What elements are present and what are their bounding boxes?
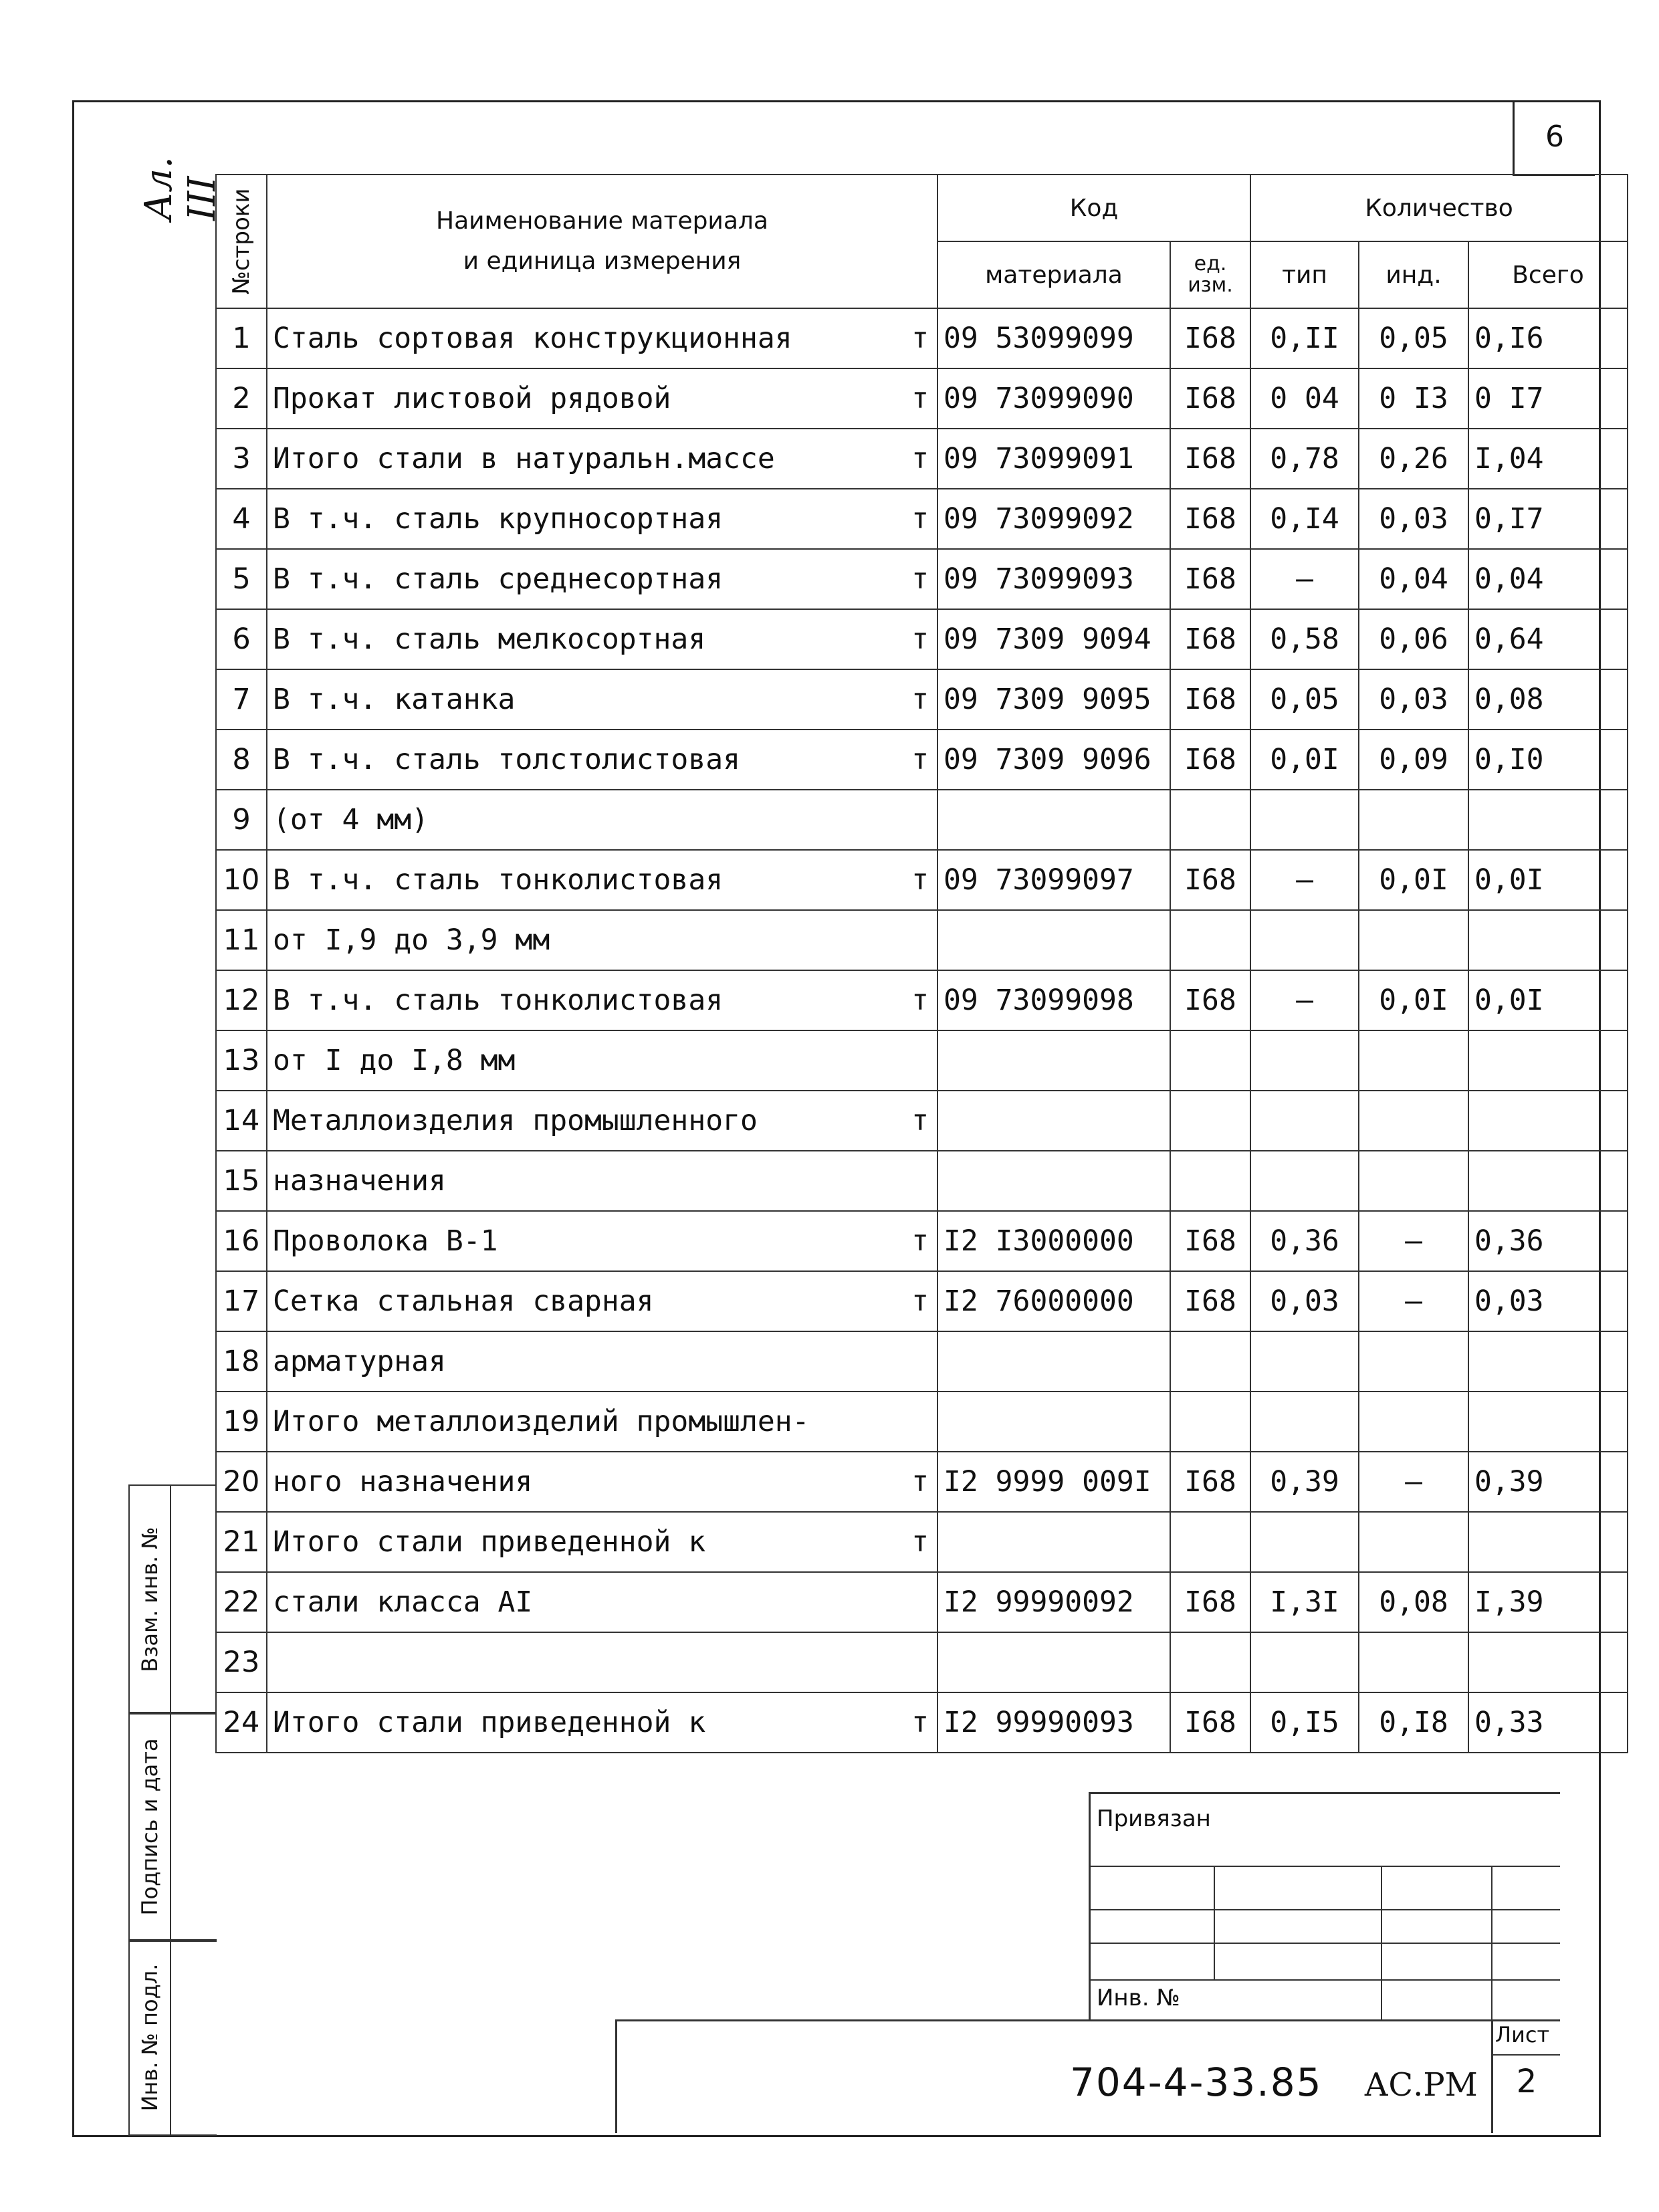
- row-qty-type: –: [1250, 970, 1359, 1030]
- row-qty-ind: 0,08: [1359, 1572, 1468, 1632]
- row-name-text: стали класса АI: [273, 1585, 533, 1619]
- row-unit-code: I68: [1170, 1692, 1250, 1753]
- row-unit: т: [911, 863, 929, 897]
- row-qty-total: 0,I7: [1468, 489, 1628, 549]
- row-qty-type: [1250, 790, 1359, 850]
- table-row: [216, 669, 1628, 730]
- row-material-code: 09 7309 9094: [937, 609, 1170, 669]
- row-number: 18: [216, 1331, 267, 1392]
- privyazan-label: Привязан: [1097, 1805, 1211, 1832]
- row-name: [267, 970, 937, 1030]
- row-qty-type: 0 04: [1250, 368, 1359, 429]
- row-material-code: [937, 1512, 1170, 1572]
- row-qty-ind: –: [1359, 1211, 1468, 1271]
- table-row: [216, 549, 1628, 609]
- row-number: 13: [216, 1030, 267, 1091]
- row-name: [267, 1392, 937, 1452]
- row-unit-code: I68: [1170, 1271, 1250, 1331]
- table-row: [216, 1091, 1628, 1151]
- row-unit-code: I68: [1170, 1572, 1250, 1632]
- row-qty-type: 0,I4: [1250, 489, 1359, 549]
- row-qty-ind: [1359, 1512, 1468, 1572]
- row-unit-code: [1170, 1392, 1250, 1452]
- sheet-number: 2: [1516, 2063, 1537, 2100]
- row-material-code: 09 73099093: [937, 549, 1170, 609]
- row-name: [267, 429, 937, 489]
- row-unit-code: I68: [1170, 368, 1250, 429]
- table-row: [216, 368, 1628, 429]
- row-unit-code: [1170, 1151, 1250, 1211]
- document-mark: АС.РМ: [1364, 2066, 1478, 2104]
- row-material-code: 09 53099099: [937, 308, 1170, 368]
- row-name-text: Прокат листовой рядовой: [273, 382, 671, 415]
- row-qty-total: 0,0I: [1468, 850, 1628, 910]
- row-name-text: В т.ч. сталь среднесортная: [273, 562, 724, 596]
- row-name: [267, 489, 937, 549]
- row-number: 9: [216, 790, 267, 850]
- row-qty-type: 0,58: [1250, 609, 1359, 669]
- row-qty-type: 0,II: [1250, 308, 1359, 368]
- row-name: [267, 1452, 937, 1512]
- row-number: 19: [216, 1392, 267, 1452]
- row-qty-ind: 0,09: [1359, 730, 1468, 790]
- row-material-code: 09 7309 9096: [937, 730, 1170, 790]
- row-name: [267, 1271, 937, 1331]
- row-name: [267, 1331, 937, 1392]
- table-row: [216, 1211, 1628, 1271]
- row-unit-code: I68: [1170, 669, 1250, 730]
- row-name-text: Сталь сортовая конструкционная: [273, 322, 792, 355]
- row-qty-type: [1250, 1151, 1359, 1211]
- row-unit: т: [911, 1706, 929, 1739]
- row-unit: т: [911, 623, 929, 656]
- table-row: [216, 1632, 1628, 1692]
- row-number: 1: [216, 308, 267, 368]
- row-qty-total: [1468, 790, 1628, 850]
- row-material-code: I2 76000000: [937, 1271, 1170, 1331]
- row-number: 5: [216, 549, 267, 609]
- row-number: 10: [216, 850, 267, 910]
- row-qty-total: [1468, 1392, 1628, 1452]
- row-number: 11: [216, 910, 267, 970]
- row-unit-code: I68: [1170, 1211, 1250, 1271]
- table-row: [216, 1452, 1628, 1512]
- row-name-text: В т.ч. сталь тонколистовая: [273, 984, 724, 1017]
- table-row: [216, 970, 1628, 1030]
- row-qty-ind: [1359, 1392, 1468, 1452]
- row-qty-total: 0,I0: [1468, 730, 1628, 790]
- row-qty-type: [1250, 1331, 1359, 1392]
- row-name-text: Итого металлоизделий промышлен-: [273, 1405, 810, 1438]
- row-unit-code: I68: [1170, 549, 1250, 609]
- row-name-text: В т.ч. сталь тонколистовая: [273, 863, 724, 897]
- row-material-code: I2 99990093: [937, 1692, 1170, 1753]
- row-unit: т: [911, 442, 929, 475]
- row-unit: т: [911, 382, 929, 415]
- row-number: 2: [216, 368, 267, 429]
- row-name: [267, 1692, 937, 1753]
- row-qty-total: 0,64: [1468, 609, 1628, 669]
- row-qty-ind: [1359, 1632, 1468, 1692]
- row-material-code: 09 73099097: [937, 850, 1170, 910]
- row-unit: т: [911, 683, 929, 716]
- row-unit-code: [1170, 1512, 1250, 1572]
- row-qty-ind: 0,26: [1359, 429, 1468, 489]
- row-number: 14: [216, 1091, 267, 1151]
- row-qty-type: –: [1250, 850, 1359, 910]
- row-qty-total: I,04: [1468, 429, 1628, 489]
- row-number: 23: [216, 1632, 267, 1692]
- row-number: 6: [216, 609, 267, 669]
- row-name-text: Сетка стальная сварная: [273, 1285, 654, 1318]
- row-name-text: Проволока В-1: [273, 1224, 498, 1258]
- row-unit: т: [911, 984, 929, 1017]
- row-unit-code: [1170, 910, 1250, 970]
- row-qty-ind: 0 I3: [1359, 368, 1468, 429]
- row-qty-ind: [1359, 1030, 1468, 1091]
- row-qty-ind: [1359, 1151, 1468, 1211]
- row-number: 12: [216, 970, 267, 1030]
- row-name-text: Металлоизделия промышленного: [273, 1104, 758, 1137]
- row-name-text: В т.ч. катанка: [273, 683, 516, 716]
- row-material-code: 09 73099092: [937, 489, 1170, 549]
- row-unit: т: [911, 1104, 929, 1137]
- row-qty-total: [1468, 1331, 1628, 1392]
- row-unit: т: [911, 502, 929, 536]
- row-qty-type: –: [1250, 549, 1359, 609]
- row-number: 8: [216, 730, 267, 790]
- row-material-code: [937, 1030, 1170, 1091]
- row-qty-type: [1250, 1091, 1359, 1151]
- header-code-unit: ед. изм.: [1170, 241, 1250, 308]
- row-qty-total: [1468, 910, 1628, 970]
- row-name: [267, 1632, 937, 1692]
- inv-no-label: Инв. №: [1097, 1985, 1180, 2011]
- row-number: 17: [216, 1271, 267, 1331]
- row-qty-total: 0,04: [1468, 549, 1628, 609]
- row-material-code: [937, 1331, 1170, 1392]
- row-unit-code: I68: [1170, 609, 1250, 669]
- table-row: [216, 1151, 1628, 1211]
- row-name-text: Итого стали приведенной к: [273, 1706, 706, 1739]
- table-row: [216, 1572, 1628, 1632]
- table-row: [216, 308, 1628, 368]
- row-material-code: I2 99990092: [937, 1572, 1170, 1632]
- row-qty-ind: 0,0I: [1359, 850, 1468, 910]
- row-qty-total: 0,0I: [1468, 970, 1628, 1030]
- row-qty-total: 0 I7: [1468, 368, 1628, 429]
- row-number: 15: [216, 1151, 267, 1211]
- row-material-code: [937, 1151, 1170, 1211]
- row-material-code: [937, 1632, 1170, 1692]
- row-name: [267, 308, 937, 368]
- row-qty-type: I,3I: [1250, 1572, 1359, 1632]
- row-name: [267, 910, 937, 970]
- row-name-text: В т.ч. сталь мелкосортная: [273, 623, 706, 656]
- row-qty-ind: [1359, 1331, 1468, 1392]
- row-qty-ind: 0,03: [1359, 669, 1468, 730]
- side-stamp-podpis: Подпись и дата: [128, 1712, 217, 1942]
- document-code: 704-4-33.85: [1070, 2060, 1323, 2105]
- table-row: [216, 1030, 1628, 1091]
- row-qty-total: [1468, 1632, 1628, 1692]
- header-name: Наименование материала и единица измерения: [267, 175, 937, 308]
- row-name: [267, 368, 937, 429]
- row-unit: т: [911, 1525, 929, 1559]
- row-name: [267, 1091, 937, 1151]
- row-material-code: 09 73099090: [937, 368, 1170, 429]
- row-name-text: назначения: [273, 1164, 446, 1198]
- row-name: [267, 1512, 937, 1572]
- top-sheet-number: 6: [1513, 100, 1595, 176]
- row-qty-total: 0,36: [1468, 1211, 1628, 1271]
- material-table: [215, 174, 1628, 1753]
- header-quantity: Количество: [1250, 175, 1628, 241]
- row-qty-ind: –: [1359, 1452, 1468, 1512]
- row-name-text: В т.ч. сталь толстолистовая: [273, 743, 740, 776]
- row-qty-ind: [1359, 910, 1468, 970]
- row-qty-total: [1468, 1030, 1628, 1091]
- row-name-text: В т.ч. сталь крупносортная: [273, 502, 724, 536]
- row-name-text: от I,9 до 3,9 мм: [273, 923, 550, 957]
- header-row-number: №строки: [216, 175, 267, 308]
- row-unit-code: I68: [1170, 429, 1250, 489]
- header-code-material: материала: [937, 241, 1170, 308]
- row-unit-code: I68: [1170, 489, 1250, 549]
- table-row: [216, 489, 1628, 549]
- row-unit: т: [911, 1285, 929, 1318]
- row-unit-code: I68: [1170, 1452, 1250, 1512]
- row-qty-total: 0,39: [1468, 1452, 1628, 1512]
- row-material-code: I2 I3000000: [937, 1211, 1170, 1271]
- row-name: [267, 549, 937, 609]
- row-unit: т: [911, 562, 929, 596]
- row-qty-type: 0,I5: [1250, 1692, 1359, 1753]
- row-qty-ind: 0,I8: [1359, 1692, 1468, 1753]
- row-number: 3: [216, 429, 267, 489]
- row-name-text: от I до I,8 мм: [273, 1044, 516, 1077]
- row-qty-type: 0,0I: [1250, 730, 1359, 790]
- row-number: 20: [216, 1452, 267, 1512]
- row-unit-code: I68: [1170, 970, 1250, 1030]
- row-material-code: [937, 1091, 1170, 1151]
- row-name: [267, 609, 937, 669]
- row-qty-ind: 0,04: [1359, 549, 1468, 609]
- side-stamp-vzam: Взам. инв. №: [128, 1484, 217, 1715]
- row-number: 24: [216, 1692, 267, 1753]
- row-name: [267, 1211, 937, 1271]
- row-qty-type: [1250, 910, 1359, 970]
- row-unit: т: [911, 1465, 929, 1499]
- row-number: 16: [216, 1211, 267, 1271]
- row-material-code: [937, 1392, 1170, 1452]
- album-label: Ал. III: [137, 156, 224, 221]
- row-name-text: Итого стали приведенной к: [273, 1525, 706, 1559]
- table-row: [216, 429, 1628, 489]
- row-qty-ind: 0,05: [1359, 308, 1468, 368]
- row-number: 21: [216, 1512, 267, 1572]
- list-label: Лист: [1495, 2022, 1550, 2048]
- row-qty-total: [1468, 1151, 1628, 1211]
- row-qty-total: 0,I6: [1468, 308, 1628, 368]
- row-unit-code: [1170, 1030, 1250, 1091]
- table-row: [216, 730, 1628, 790]
- row-name: [267, 790, 937, 850]
- row-qty-type: 0,05: [1250, 669, 1359, 730]
- row-number: 4: [216, 489, 267, 549]
- table-row: [216, 850, 1628, 910]
- row-unit-code: [1170, 1632, 1250, 1692]
- row-qty-type: 0,03: [1250, 1271, 1359, 1331]
- table-row: [216, 910, 1628, 970]
- row-qty-total: [1468, 1091, 1628, 1151]
- row-qty-total: 0,03: [1468, 1271, 1628, 1331]
- row-name: [267, 730, 937, 790]
- row-unit: т: [911, 1224, 929, 1258]
- row-name: [267, 669, 937, 730]
- header-qty-ind: инд.: [1359, 241, 1468, 308]
- row-unit: т: [911, 322, 929, 355]
- row-material-code: [937, 910, 1170, 970]
- row-name: [267, 1151, 937, 1211]
- row-qty-type: [1250, 1512, 1359, 1572]
- row-unit: т: [911, 743, 929, 776]
- row-qty-type: 0,36: [1250, 1211, 1359, 1271]
- row-name: [267, 850, 937, 910]
- row-qty-total: [1468, 1512, 1628, 1572]
- row-qty-ind: 0,06: [1359, 609, 1468, 669]
- row-qty-type: [1250, 1392, 1359, 1452]
- row-qty-type: 0,39: [1250, 1452, 1359, 1512]
- table-row: [216, 1392, 1628, 1452]
- row-unit-code: I68: [1170, 850, 1250, 910]
- row-name-text: (от 4 мм): [273, 803, 429, 837]
- row-name: [267, 1030, 937, 1091]
- row-number: 7: [216, 669, 267, 730]
- row-qty-type: [1250, 1030, 1359, 1091]
- row-material-code: I2 9999 009I: [937, 1452, 1170, 1512]
- row-qty-total: 0,33: [1468, 1692, 1628, 1753]
- row-unit-code: I68: [1170, 308, 1250, 368]
- row-material-code: 09 73099091: [937, 429, 1170, 489]
- table-row: [216, 1512, 1628, 1572]
- row-material-code: 09 7309 9095: [937, 669, 1170, 730]
- row-qty-ind: 0,0I: [1359, 970, 1468, 1030]
- header-qty-type: тип: [1250, 241, 1359, 308]
- row-material-code: [937, 790, 1170, 850]
- row-unit-code: [1170, 790, 1250, 850]
- side-stamp-inv-podl: Инв. № подл.: [128, 1939, 217, 2136]
- row-qty-ind: [1359, 790, 1468, 850]
- row-qty-type: 0,78: [1250, 429, 1359, 489]
- row-qty-type: [1250, 1632, 1359, 1692]
- row-qty-ind: 0,03: [1359, 489, 1468, 549]
- row-qty-total: 0,08: [1468, 669, 1628, 730]
- row-qty-ind: –: [1359, 1271, 1468, 1331]
- row-qty-ind: [1359, 1091, 1468, 1151]
- row-unit-code: I68: [1170, 730, 1250, 790]
- row-name: [267, 1572, 937, 1632]
- row-qty-total: I,39: [1468, 1572, 1628, 1632]
- row-material-code: 09 73099098: [937, 970, 1170, 1030]
- table-row: [216, 1331, 1628, 1392]
- header-code: Код: [937, 175, 1250, 241]
- row-name-text: Итого стали в натуральн.массе: [273, 442, 775, 475]
- row-name-text: ного назначения: [273, 1465, 533, 1499]
- row-unit-code: [1170, 1091, 1250, 1151]
- row-unit-code: [1170, 1331, 1250, 1392]
- row-name-text: арматурная: [273, 1345, 446, 1378]
- row-number: 22: [216, 1572, 267, 1632]
- table-row: [216, 790, 1628, 850]
- table-row: [216, 609, 1628, 669]
- table-row: [216, 1271, 1628, 1331]
- header-qty-total: Всего: [1468, 241, 1628, 308]
- table-row: [216, 1692, 1628, 1753]
